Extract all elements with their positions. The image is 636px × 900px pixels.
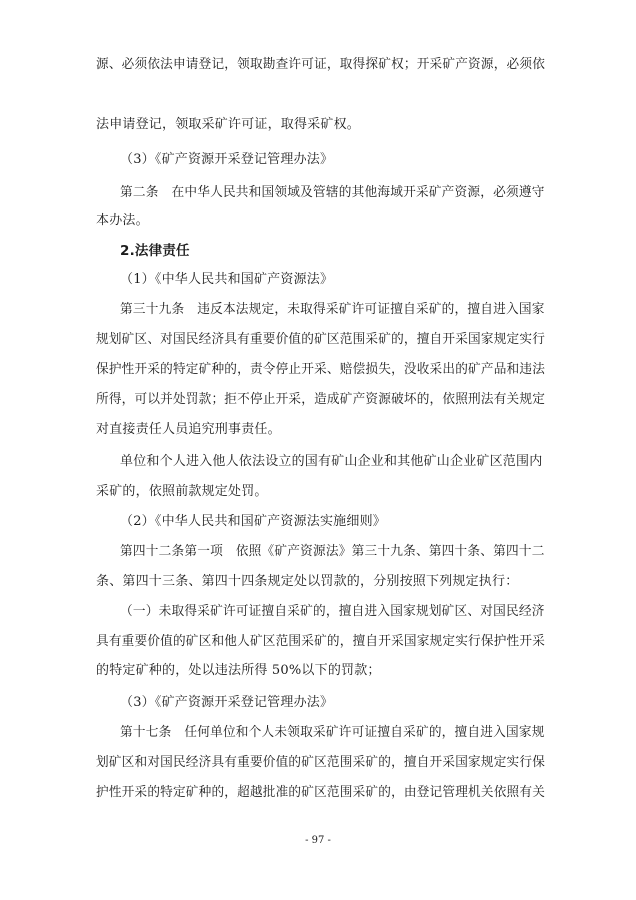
text-line: 的特定矿种的，处以违法所得 50%以下的罚款； (96, 663, 381, 678)
text-line: 条、第四十三条、第四十四条规定处以罚款的，分别按照下列规定执行： (96, 574, 519, 589)
text-line: 本办法。 (96, 213, 149, 228)
text-line: 单位和个人进入他人依法设立的国有矿山企业和其他矿山企业矿区范围内 (120, 454, 543, 469)
text-line: 具有重要价值的矿区和他人矿区范围采矿的，擅自开采国家规定实行保护性开采 (96, 634, 546, 649)
page-number: - 97 - (305, 835, 331, 846)
text-line: 划矿区和对国民经济具有重要价值的矿区范围采矿的，擅自开采国家规定实行保 (96, 755, 546, 770)
section-heading: 2.法律责任 (120, 243, 190, 259)
text-line: 第三十九条 违反本法规定，未取得采矿许可证擅自采矿的，擅自进入国家 (120, 302, 545, 317)
text-line: 保护性开采的特定矿种的，责令停止开采、赔偿损失，没收采出的矿产品和违法 (96, 362, 546, 377)
text-line: 第十七条 任何单位和个人未领取采矿许可证擅自采矿的，擅自进入国家规 (120, 725, 545, 740)
section-heading: （3）《矿产资源开采登记管理办法》 (120, 152, 334, 167)
text-line: 规划矿区、对国民经济具有重要价值的矿区范围采矿的，擅自开采国家规定实行 (96, 332, 546, 347)
text-line: （一）未取得采矿许可证擅自采矿的，擅自进入国家规划矿区、对国民经济 (120, 604, 545, 619)
text-line: 采矿的，依照前款规定处罚。 (96, 484, 268, 499)
text-line: 对直接责任人员追究刑事责任。 (96, 422, 281, 437)
section-heading: （2）《中华人民共和国矿产资源法实施细则》 (120, 514, 386, 529)
text-line: 护性开采的特定矿种的，超越批准的矿区范围采矿的，由登记管理机关依照有关 (96, 785, 546, 800)
text-line: 所得，可以并处罚款；拒不停止开采，造成矿产资源破坏的，依照刑法有关规定 (96, 392, 546, 407)
section-heading: （1）《中华人民共和国矿产资源法》 (120, 272, 334, 287)
text-line: 法申请登记，领取采矿许可证，取得采矿权。 (96, 117, 361, 132)
text-line: 第二条 在中华人民共和国领域及管辖的其他海域开采矿产资源，必须遵守 (120, 185, 545, 200)
text-line: 源、必须依法申请登记，领取勘查许可证，取得探矿权；开采矿产资源，必须依 (96, 57, 546, 72)
text-line: 第四十二条第一项 依照《矿产资源法》第三十九条、第四十条、第四十二 (120, 544, 545, 559)
section-heading: （3）《矿产资源开采登记管理办法》 (120, 695, 334, 710)
